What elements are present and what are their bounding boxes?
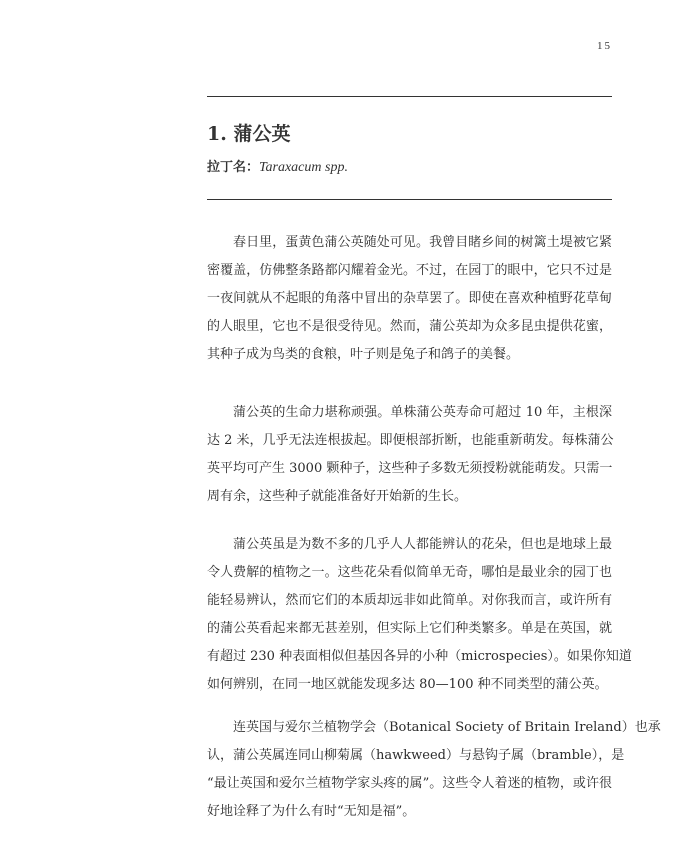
text-line: 达 2 米，几乎无法连根拔起。即便根部折断，也能重新萌发。每株蒲公: [207, 433, 614, 448]
text-line: 有超过 230 种表面相似但基因各异的小种（microspecies）。如果你知道: [207, 649, 632, 664]
text-line: 其种子成为鸟类的食粮，叶子则是兔子和鸽子的美餐。: [207, 347, 520, 362]
header-top-rule: [207, 96, 612, 97]
paragraph-1: [207, 229, 612, 369]
chapter-title: 1. 蒲公英: [207, 123, 291, 145]
text-line: 蒲公英虽是为数不多的几乎人人都能辨认的花朵，但也是地球上最: [233, 537, 612, 552]
text-line: 如何辨别，在同一地区就能发现多达 80—100 种不同类型的蒲公英。: [207, 677, 608, 692]
paragraph-3: [207, 531, 632, 699]
latin-name-label: 拉丁名：: [207, 160, 260, 175]
text-line: 连英国与爱尔兰植物学会（Botanical Society of Britain Ireland）也承: [233, 720, 661, 735]
text-line: 能轻易辨认，然而它们的本质却远非如此简单。对你我而言，或许所有: [207, 593, 612, 608]
text-line: 一夜间就从不起眼的角落中冒出的杂草罢了。即使在喜欢种植野花草甸: [207, 291, 612, 306]
page-number: 15: [597, 40, 612, 52]
text-line: 春日里，蛋黄色蒲公英随处可见。我曾目睹乡间的树篱土堤被它紧: [233, 235, 612, 250]
paragraph-2: [207, 399, 612, 511]
latin-name-value: Taraxacum spp.: [259, 160, 348, 175]
text-line: 的蒲公英看起来都无甚差别，但实际上它们种类繁多。单是在英国，就: [207, 621, 612, 636]
text-line: 令人费解的植物之一。这些花朵看似简单无奇，哪怕是最业余的园丁也: [207, 565, 612, 580]
text-line: 密覆盖，仿佛整条路都闪耀着金光。不过，在园丁的眼中，它只不过是: [207, 263, 612, 278]
text-line: “最让英国和爱尔兰植物学家头疼的属”。这些令人着迷的植物，或许很: [207, 776, 612, 791]
text-line: 认，蒲公英属连同山柳菊属（hawkweed）与悬钩子属（bramble），是: [207, 748, 625, 763]
paragraph-4: [207, 714, 661, 826]
text-line: 的人眼里，它也不是很受待见。然而，蒲公英却为众多昆虫提供花蜜，: [207, 319, 612, 334]
text-line: 英平均可产生 3000 颗种子，这些种子多数无须授粉就能萌发。只需一: [207, 461, 613, 476]
latin-name-line: [207, 156, 348, 176]
text-line: 周有余，这些种子就能准备好开始新的生长。: [207, 489, 468, 504]
text-line: 好地诠释了为什么有时“无知是福”。: [207, 804, 416, 819]
text-line: 蒲公英的生命力堪称顽强。单株蒲公英寿命可超过 10 年，主根深: [233, 405, 612, 420]
header-bottom-rule: [207, 199, 612, 200]
